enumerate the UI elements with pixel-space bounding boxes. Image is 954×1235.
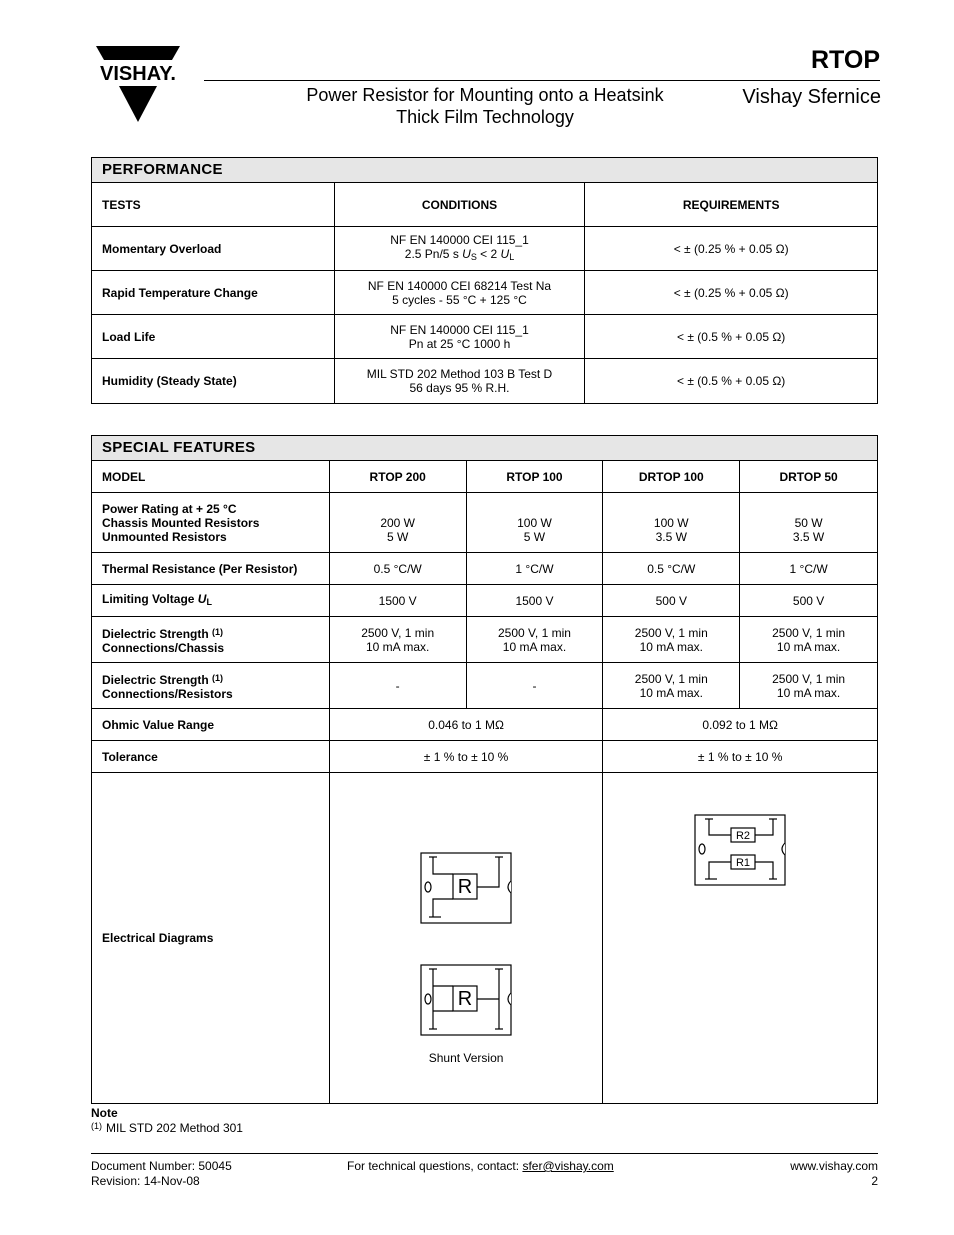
ohmic-range-value: 0.092 to 1 MΩ bbox=[603, 709, 878, 741]
single-resistor-diagram bbox=[419, 851, 513, 925]
test-requirement: < ± (0.25 % + 0.05 Ω) bbox=[585, 227, 878, 271]
features-section-title: SPECIAL FEATURES bbox=[92, 436, 878, 461]
document-code: RTOP bbox=[811, 46, 880, 74]
resistor-label: R bbox=[457, 988, 473, 1010]
contact-email-link[interactable]: sfer@vishay.com bbox=[522, 1159, 614, 1173]
dielectric-value: 2500 V, 1 min 10 mA max. bbox=[740, 663, 878, 709]
website: www.vishay.com bbox=[790, 1159, 878, 1173]
test-conditions: NF EN 140000 CEI 115_1 Pn at 25 °C 1000 h bbox=[334, 315, 585, 359]
table-row bbox=[92, 315, 878, 359]
performance-section-title: PERFORMANCE bbox=[92, 158, 878, 183]
table-row bbox=[92, 773, 878, 1104]
table-row bbox=[92, 709, 878, 741]
table-row bbox=[92, 227, 878, 271]
ohmic-range-label: Ohmic Value Range bbox=[92, 709, 330, 741]
resistor-r1-label: R1 bbox=[736, 857, 751, 869]
dielectric-value: 2500 V, 1 min 10 mA max. bbox=[740, 617, 878, 663]
voltage-value: 500 V bbox=[603, 585, 740, 617]
header-rule bbox=[204, 80, 880, 81]
table-row bbox=[92, 359, 878, 404]
note-text: $^{(1)}$ MIL STD 202 Method 301 bbox=[91, 1121, 243, 1135]
test-name: Rapid Temperature Change bbox=[92, 271, 335, 315]
company-name: Vishay Sfernice bbox=[742, 86, 881, 108]
test-conditions: NF EN 140000 CEI 68214 Test Na 5 cycles - 55 °C + 125 °C bbox=[334, 271, 585, 315]
resistor-label: R bbox=[457, 876, 473, 898]
logo-text: VISHAY. bbox=[100, 63, 176, 85]
voltage-value: 1500 V bbox=[329, 585, 466, 617]
dielectric-value: - bbox=[329, 663, 466, 709]
power-value: 100 W 3.5 W bbox=[603, 493, 740, 553]
voltage-value: 500 V bbox=[740, 585, 878, 617]
revision: Revision: 14-Nov-08 bbox=[91, 1174, 200, 1188]
test-name: Momentary Overload bbox=[92, 227, 335, 271]
thermal-value: 1 °C/W bbox=[740, 553, 878, 585]
model-label: MODEL bbox=[92, 461, 330, 493]
thermal-resistance-label: Thermal Resistance (Per Resistor) bbox=[92, 553, 330, 585]
model-rtop-100: RTOP 100 bbox=[466, 461, 603, 493]
model-drtop-50: DRTOP 50 bbox=[740, 461, 878, 493]
resistor-r2-label: R2 bbox=[736, 830, 751, 842]
contact-info: For technical questions, contact: sfer@vishay.com bbox=[347, 1159, 614, 1173]
tolerance-label: Tolerance bbox=[92, 741, 330, 773]
table-row bbox=[92, 271, 878, 315]
page-number: 2 bbox=[871, 1174, 878, 1188]
table-row bbox=[92, 493, 878, 553]
subtitle-line-2: Thick Film Technology bbox=[396, 107, 574, 127]
power-value: 100 W 5 W bbox=[466, 493, 603, 553]
table-row bbox=[92, 663, 878, 709]
dielectric-value: 2500 V, 1 min 10 mA max. bbox=[603, 617, 740, 663]
table-row bbox=[92, 585, 878, 617]
ohmic-range-value: 0.046 to 1 MΩ bbox=[329, 709, 603, 741]
column-header-conditions: CONDITIONS bbox=[334, 183, 585, 227]
performance-table bbox=[91, 157, 878, 404]
vishay-logo bbox=[92, 46, 184, 122]
test-conditions: MIL STD 202 Method 103 B Test D 56 days 95 % R.H. bbox=[334, 359, 585, 404]
power-value: 50 W 3.5 W bbox=[740, 493, 878, 553]
column-header-requirements: REQUIREMENTS bbox=[585, 183, 878, 227]
power-value: 200 W 5 W bbox=[329, 493, 466, 553]
limiting-voltage-label: Limiting Voltage $U_L$ bbox=[92, 585, 330, 617]
shunt-version-diagram bbox=[419, 963, 513, 1037]
test-name: Humidity (Steady State) bbox=[92, 359, 335, 404]
dielectric-chassis-label: Dielectric Strength $^{(1)}$ Connections/Chassis bbox=[92, 617, 330, 663]
dielectric-value: 2500 V, 1 min 10 mA max. bbox=[603, 663, 740, 709]
note-title: Note bbox=[91, 1106, 118, 1120]
dual-resistor-diagram bbox=[693, 813, 787, 887]
single-resistor-diagrams bbox=[329, 773, 603, 1104]
footer-rule bbox=[91, 1153, 878, 1154]
model-drtop-100: DRTOP 100 bbox=[603, 461, 740, 493]
thermal-value: 0.5 °C/W bbox=[603, 553, 740, 585]
voltage-value: 1500 V bbox=[466, 585, 603, 617]
test-requirement: < ± (0.25 % + 0.05 Ω) bbox=[585, 271, 878, 315]
thermal-value: 0.5 °C/W bbox=[329, 553, 466, 585]
test-conditions: NF EN 140000 CEI 115_1 2.5 Pn/5 s $U_S < 2$ $U_L$ bbox=[334, 227, 585, 271]
dielectric-value: - bbox=[466, 663, 603, 709]
table-row bbox=[92, 741, 878, 773]
thermal-value: 1 °C/W bbox=[466, 553, 603, 585]
dielectric-value: 2500 V, 1 min 10 mA max. bbox=[466, 617, 603, 663]
special-features-table bbox=[91, 435, 878, 1104]
test-requirement: < ± (0.5 % + 0.05 Ω) bbox=[585, 359, 878, 404]
dual-resistor-diagram-cell bbox=[603, 773, 878, 1104]
column-header-tests: TESTS bbox=[92, 183, 335, 227]
power-rating-label: Power Rating at + 25 °C Chassis Mounted Resistors Unmounted Resistors bbox=[92, 493, 330, 553]
table-row bbox=[92, 553, 878, 585]
electrical-diagrams-label: Electrical Diagrams bbox=[92, 773, 330, 1104]
test-name: Load Life bbox=[92, 315, 335, 359]
test-requirement: < ± (0.5 % + 0.05 Ω) bbox=[585, 315, 878, 359]
dielectric-resistors-label: Dielectric Strength $^{(1)}$ Connections/Resistors bbox=[92, 663, 330, 709]
tolerance-value: ± 1 % to ± 10 % bbox=[329, 741, 603, 773]
shunt-version-caption: Shunt Version bbox=[428, 1051, 504, 1065]
table-row bbox=[92, 617, 878, 663]
tolerance-value: ± 1 % to ± 10 % bbox=[603, 741, 878, 773]
model-rtop-200: RTOP 200 bbox=[329, 461, 466, 493]
document-subtitle bbox=[290, 84, 680, 128]
document-number: Document Number: 50045 bbox=[91, 1159, 232, 1173]
dielectric-value: 2500 V, 1 min 10 mA max. bbox=[329, 617, 466, 663]
subtitle-line-1: Power Resistor for Mounting onto a Heatsink bbox=[306, 85, 664, 105]
